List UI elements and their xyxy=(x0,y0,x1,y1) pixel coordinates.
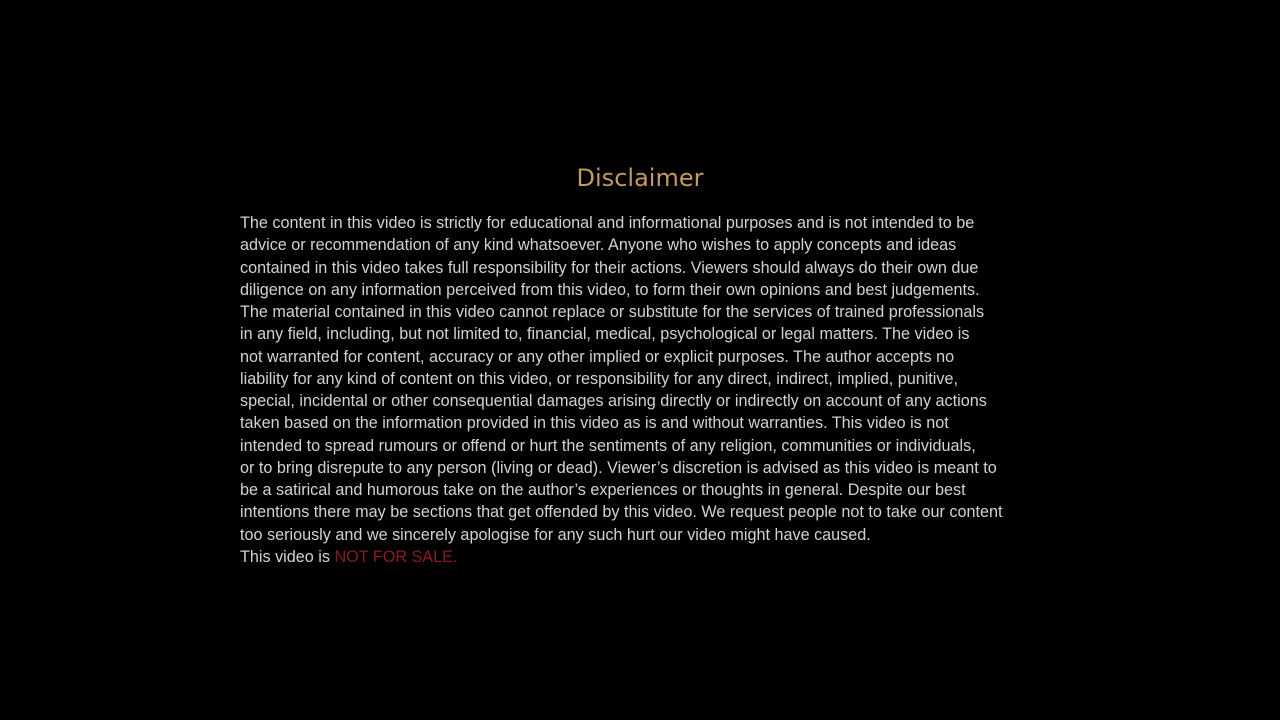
disclaimer-line: in any field, including, but not limited to, financial, medical, psychological or legal matters. The video is xyxy=(240,325,970,344)
disclaimer-line: diligence on any information perceived from this video, to form their own opinions and best judgements. xyxy=(240,280,980,299)
disclaimer-line: liability for any kind of content on this video, or responsibility for any direct, indirect, implied, punitive, xyxy=(240,369,958,388)
disclaimer-line: taken based on the information provided in this video as is and without warranties. This video is not xyxy=(240,414,949,433)
disclaimer-line: The material contained in this video cannot replace or substitute for the services of trained professionals xyxy=(240,303,985,321)
disclaimer-line: The content in this video is strictly for educational and informational purposes and is not intended to be xyxy=(240,214,975,232)
disclaimer-line: be a satirical and humorous take on the author’s experiences or thoughts in general. Despite our best xyxy=(240,481,966,499)
disclaimer-line: too seriously and we sincerely apologise for any such hurt our video might have caused. xyxy=(240,525,871,544)
disclaimer-line: contained in this video takes full responsibility for their actions. Viewers should always do their own due xyxy=(240,258,979,277)
final-line-prefix: This video is xyxy=(240,547,335,566)
disclaimer-line: or to bring disrepute to any person (living or dead). Viewer’s discretion is advised as this video is meant to xyxy=(240,458,997,477)
not-for-sale-notice: NOT FOR SALE. xyxy=(334,547,458,566)
final-line xyxy=(240,546,1080,568)
disclaimer-line: intentions there may be sections that get offended by this video. We request people not to take our content xyxy=(240,503,1003,522)
disclaimer-title: Disclaimer xyxy=(576,164,704,192)
disclaimer-body xyxy=(240,212,1080,568)
disclaimer-line: not warranted for content, accuracy or any other implied or explicit purposes. The author accepts no xyxy=(240,347,955,366)
disclaimer-line: special, incidental or other consequential damages arising directly or indirectly on account of any actions xyxy=(240,392,987,410)
disclaimer-line: intended to spread rumours or offend or hurt the sentiments of any religion, communities or individuals, xyxy=(240,436,976,455)
disclaimer-line: advice or recommendation of any kind whatsoever. Anyone who wishes to apply concepts and ideas xyxy=(240,236,957,255)
